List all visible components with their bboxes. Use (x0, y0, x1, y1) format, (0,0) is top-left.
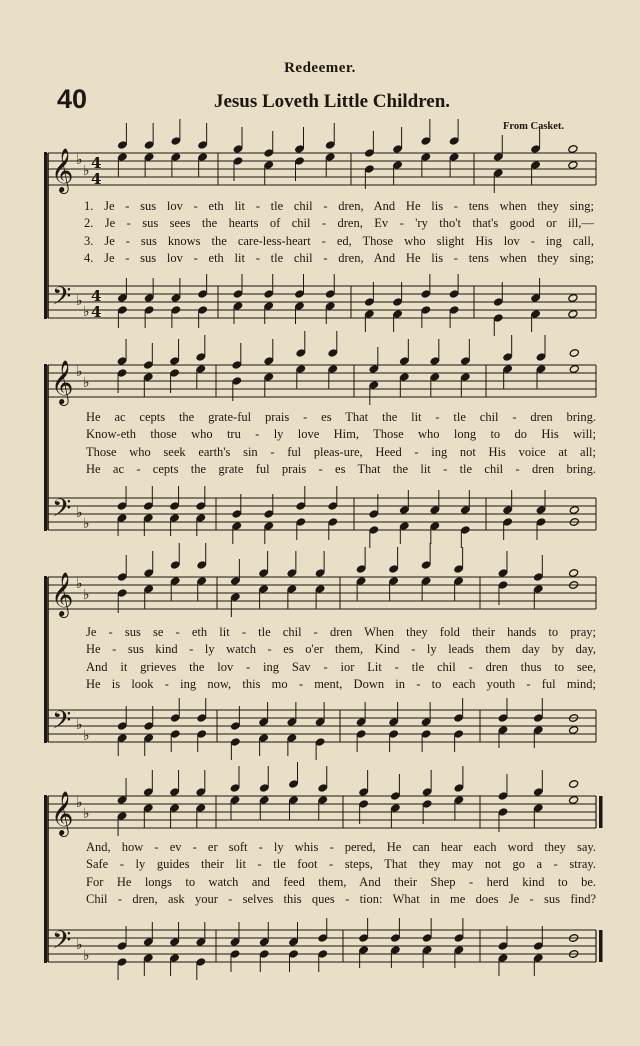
system-brace (44, 152, 47, 319)
lyric-line: 4. Je - sus lov - eth lit - tle chil - dren, And He lis - tens when they sing; (84, 250, 594, 265)
flat-icon: ♭ (76, 364, 83, 380)
final-barline (599, 930, 603, 962)
section-heading: Redeemer. (284, 60, 356, 76)
time-signature-top: 4 (91, 287, 102, 305)
flat-icon: ♭ (83, 948, 90, 964)
flat-icon: ♭ (83, 728, 90, 744)
system-brace (44, 795, 47, 963)
flat-icon: ♭ (83, 375, 90, 391)
flat-icon: ♭ (76, 795, 83, 811)
bass-clef-icon: 𝄢 (52, 706, 72, 741)
bass-note (568, 294, 578, 303)
treble-note (568, 796, 578, 805)
treble-clef-icon: 𝄞 (51, 360, 74, 404)
flat-icon: ♭ (83, 806, 90, 822)
lyric-line: 3. Je - sus knows the care-less-heart - ed, Those who slight His lov - ing call, (84, 233, 594, 248)
flat-icon: ♭ (76, 717, 83, 733)
lyric-line: Know-eth those who tru - ly love Him, Those who long to do His will; (86, 427, 596, 442)
lyric-line: He ac - cepts the grate ful prais - es That the lit - tle chil - dren bring. (86, 461, 596, 476)
flat-icon: ♭ (83, 163, 90, 179)
bass-note (569, 506, 579, 515)
time-signature-bottom: 4 (91, 303, 102, 321)
flat-icon: ♭ (83, 516, 90, 532)
lyric-line: He - sus kind - ly watch - es o'er them, Kind - ly leads them day by day, (86, 642, 596, 657)
treble-note (568, 161, 578, 170)
flat-icon: ♭ (76, 576, 83, 592)
treble-note (569, 365, 579, 374)
flat-icon: ♭ (83, 587, 90, 603)
bass-clef-icon: 𝄢 (52, 494, 72, 529)
bass-note (568, 726, 578, 735)
treble-note (568, 145, 578, 154)
lyric-line: He ac cepts the grate-ful prais - es That the lit - tle chil - dren bring. (86, 410, 596, 424)
lyric-line: Those who seek earth's sin - ful pleas-ure, Heed - ing not His voice at all; (86, 444, 596, 459)
system-brace (44, 576, 47, 743)
lyric-line: And it grieves the lov - ing Sav - ior Lit - tle chil - dren thus to see, (86, 659, 596, 674)
hymn-number: 40 (57, 84, 88, 114)
hymn-title: Jesus Loveth Little Children. (213, 91, 451, 112)
lyric-line: 1. Je - sus lov - eth lit - tle chil - dren, And He lis - tens when they sing; (84, 199, 594, 213)
lyric-line: For He longs to watch and feed them, And their Shep - herd kind to be. (86, 874, 596, 889)
bass-note (568, 310, 578, 319)
lyric-line: Je - sus se - eth lit - tle chil - dren When they fold their hands to pray; (86, 625, 596, 639)
source-attribution: From Casket. (503, 121, 565, 132)
flat-icon: ♭ (76, 152, 83, 168)
flat-icon: ♭ (76, 937, 83, 953)
treble-clef-icon: 𝄞 (51, 791, 74, 835)
treble-note (568, 569, 578, 578)
flat-icon: ♭ (76, 293, 83, 309)
lyric-line: And, how - ev - er soft - ly whis - pered, He can hear each word they say. (86, 840, 596, 854)
final-barline (599, 796, 603, 828)
lyric-line: 2. Je - sus sees the hearts of chil - dren, Ev - 'ry tho't that's good or ill,— (84, 216, 594, 231)
lyric-line: He is look - ing now, this mo - ment, Down in - to each youth - ful mind; (86, 676, 596, 691)
time-signature-top: 4 (91, 154, 102, 172)
bass-clef-icon: 𝄢 (52, 926, 72, 961)
time-signature-bottom: 4 (91, 170, 102, 188)
treble-note (569, 349, 579, 358)
system-brace (44, 364, 47, 531)
treble-clef-icon: 𝄞 (51, 148, 74, 192)
lyric-line: Safe - ly guides their lit - tle foot - steps, That they may not go a - stray. (86, 857, 596, 872)
treble-clef-icon: 𝄞 (51, 572, 74, 616)
flat-icon: ♭ (76, 505, 83, 521)
bass-clef-icon: 𝄢 (52, 282, 72, 317)
lyric-line: Chil - dren, ask your - selves this ques - tion: What in me does Je - sus find? (86, 891, 596, 906)
flat-icon: ♭ (83, 304, 90, 320)
treble-note (568, 780, 578, 789)
